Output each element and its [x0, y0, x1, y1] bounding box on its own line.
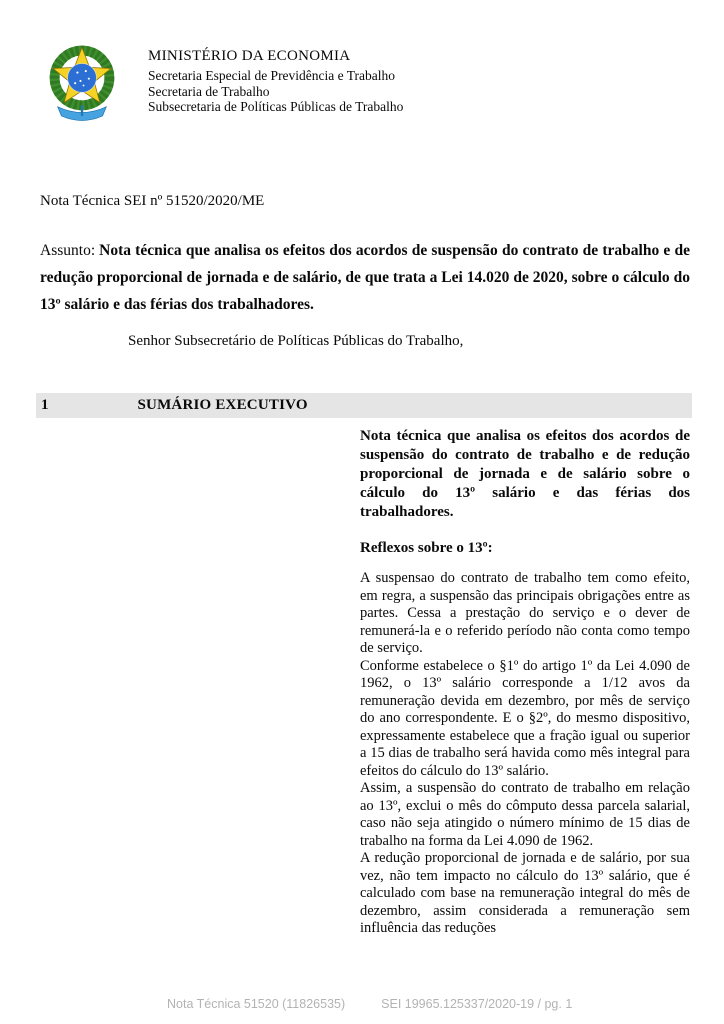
summary-paragraph: Assim, a suspensão do contrato de trabalho em relação ao 13º, exclui o mês do cômputo dessa parcela salarial, caso não seja atingido o número mínimo de 15 dias de trabalho na forma da Lei 4.090 de 1962. [360, 780, 690, 849]
salutation: Senhor Subsecretário de Políticas Públicas do Trabalho, [128, 333, 464, 349]
summary-paragraph: Conforme estabelece o §1º do artigo 1º da Lei 4.090 de 1962, o 13º salário corresponde a 1/12 avos da remuneração devida em dezembro, por mês de serviço do ano correspondente. E o §2º, do mesmo dispositivo, expressamente estabelece que a fração igual ou superior a 15 dias de trabalho será havida como mês integral para efeitos do cálculo do 13º salário. [360, 657, 690, 779]
subject-text: Nota técnica que analisa os efeitos dos acordos de suspensão do contrato de trabalho e de redução proporcional de jornada e de salário, de que trata a Lei 14.020 de 2020, sobre o cálculo do 13º salário e das férias dos trabalhadores. [40, 242, 690, 313]
page-footer [167, 997, 572, 1011]
header-org-block [148, 48, 403, 115]
summary-subheading: Reflexos sobre o 13º: [360, 540, 493, 556]
org-line-2: Secretaria de Trabalho [148, 83, 270, 99]
subject-label: Assunto: [40, 242, 96, 259]
footer-doc-reference: Nota Técnica 51520 (11826535) [167, 997, 346, 1011]
org-line-3: Subsecretaria de Políticas Públicas de Trabalho [148, 99, 404, 114]
document-number: Nota Técnica SEI nº 51520/2020/ME [40, 193, 265, 209]
summary-lead: Nota técnica que analisa os efeitos dos acordos de suspensão do contrato de trabalho e de redução proporcional de jornada e de salário sobre o cálculo do 13º salário e das férias dos trabalhadores. [360, 428, 690, 520]
ministry-name: MINISTÉRIO DA ECONOMIA [148, 48, 351, 64]
section-title: SUMÁRIO EXECUTIVO [137, 397, 308, 413]
subject-paragraph [40, 237, 690, 318]
brazil-coat-of-arms-icon [44, 40, 120, 128]
footer-sei-reference: SEI 19965.125337/2020-19 / pg. 1 [381, 997, 573, 1011]
section-heading-bar [36, 393, 692, 418]
summary-paragraph: A suspensao do contrato de trabalho tem como efeito, em regra, a suspensão das principais obrigações entre as partes. Cessa a prestação do serviço e o dever de remunerá-la e o referido período não conta como tempo de serviço. [360, 570, 690, 656]
org-line-1: Secretaria Especial de Previdência e Trabalho [148, 68, 396, 83]
summary-column [360, 427, 690, 938]
section-number: 1 [41, 397, 49, 413]
summary-paragraph: A redução proporcional de jornada e de salário, por sua vez, não tem impacto no cálculo do 13º salário, que é calculado com base na remuneração integral do mês de dezembro, assim considerada a remuneração sem influência das reduções [360, 850, 690, 936]
